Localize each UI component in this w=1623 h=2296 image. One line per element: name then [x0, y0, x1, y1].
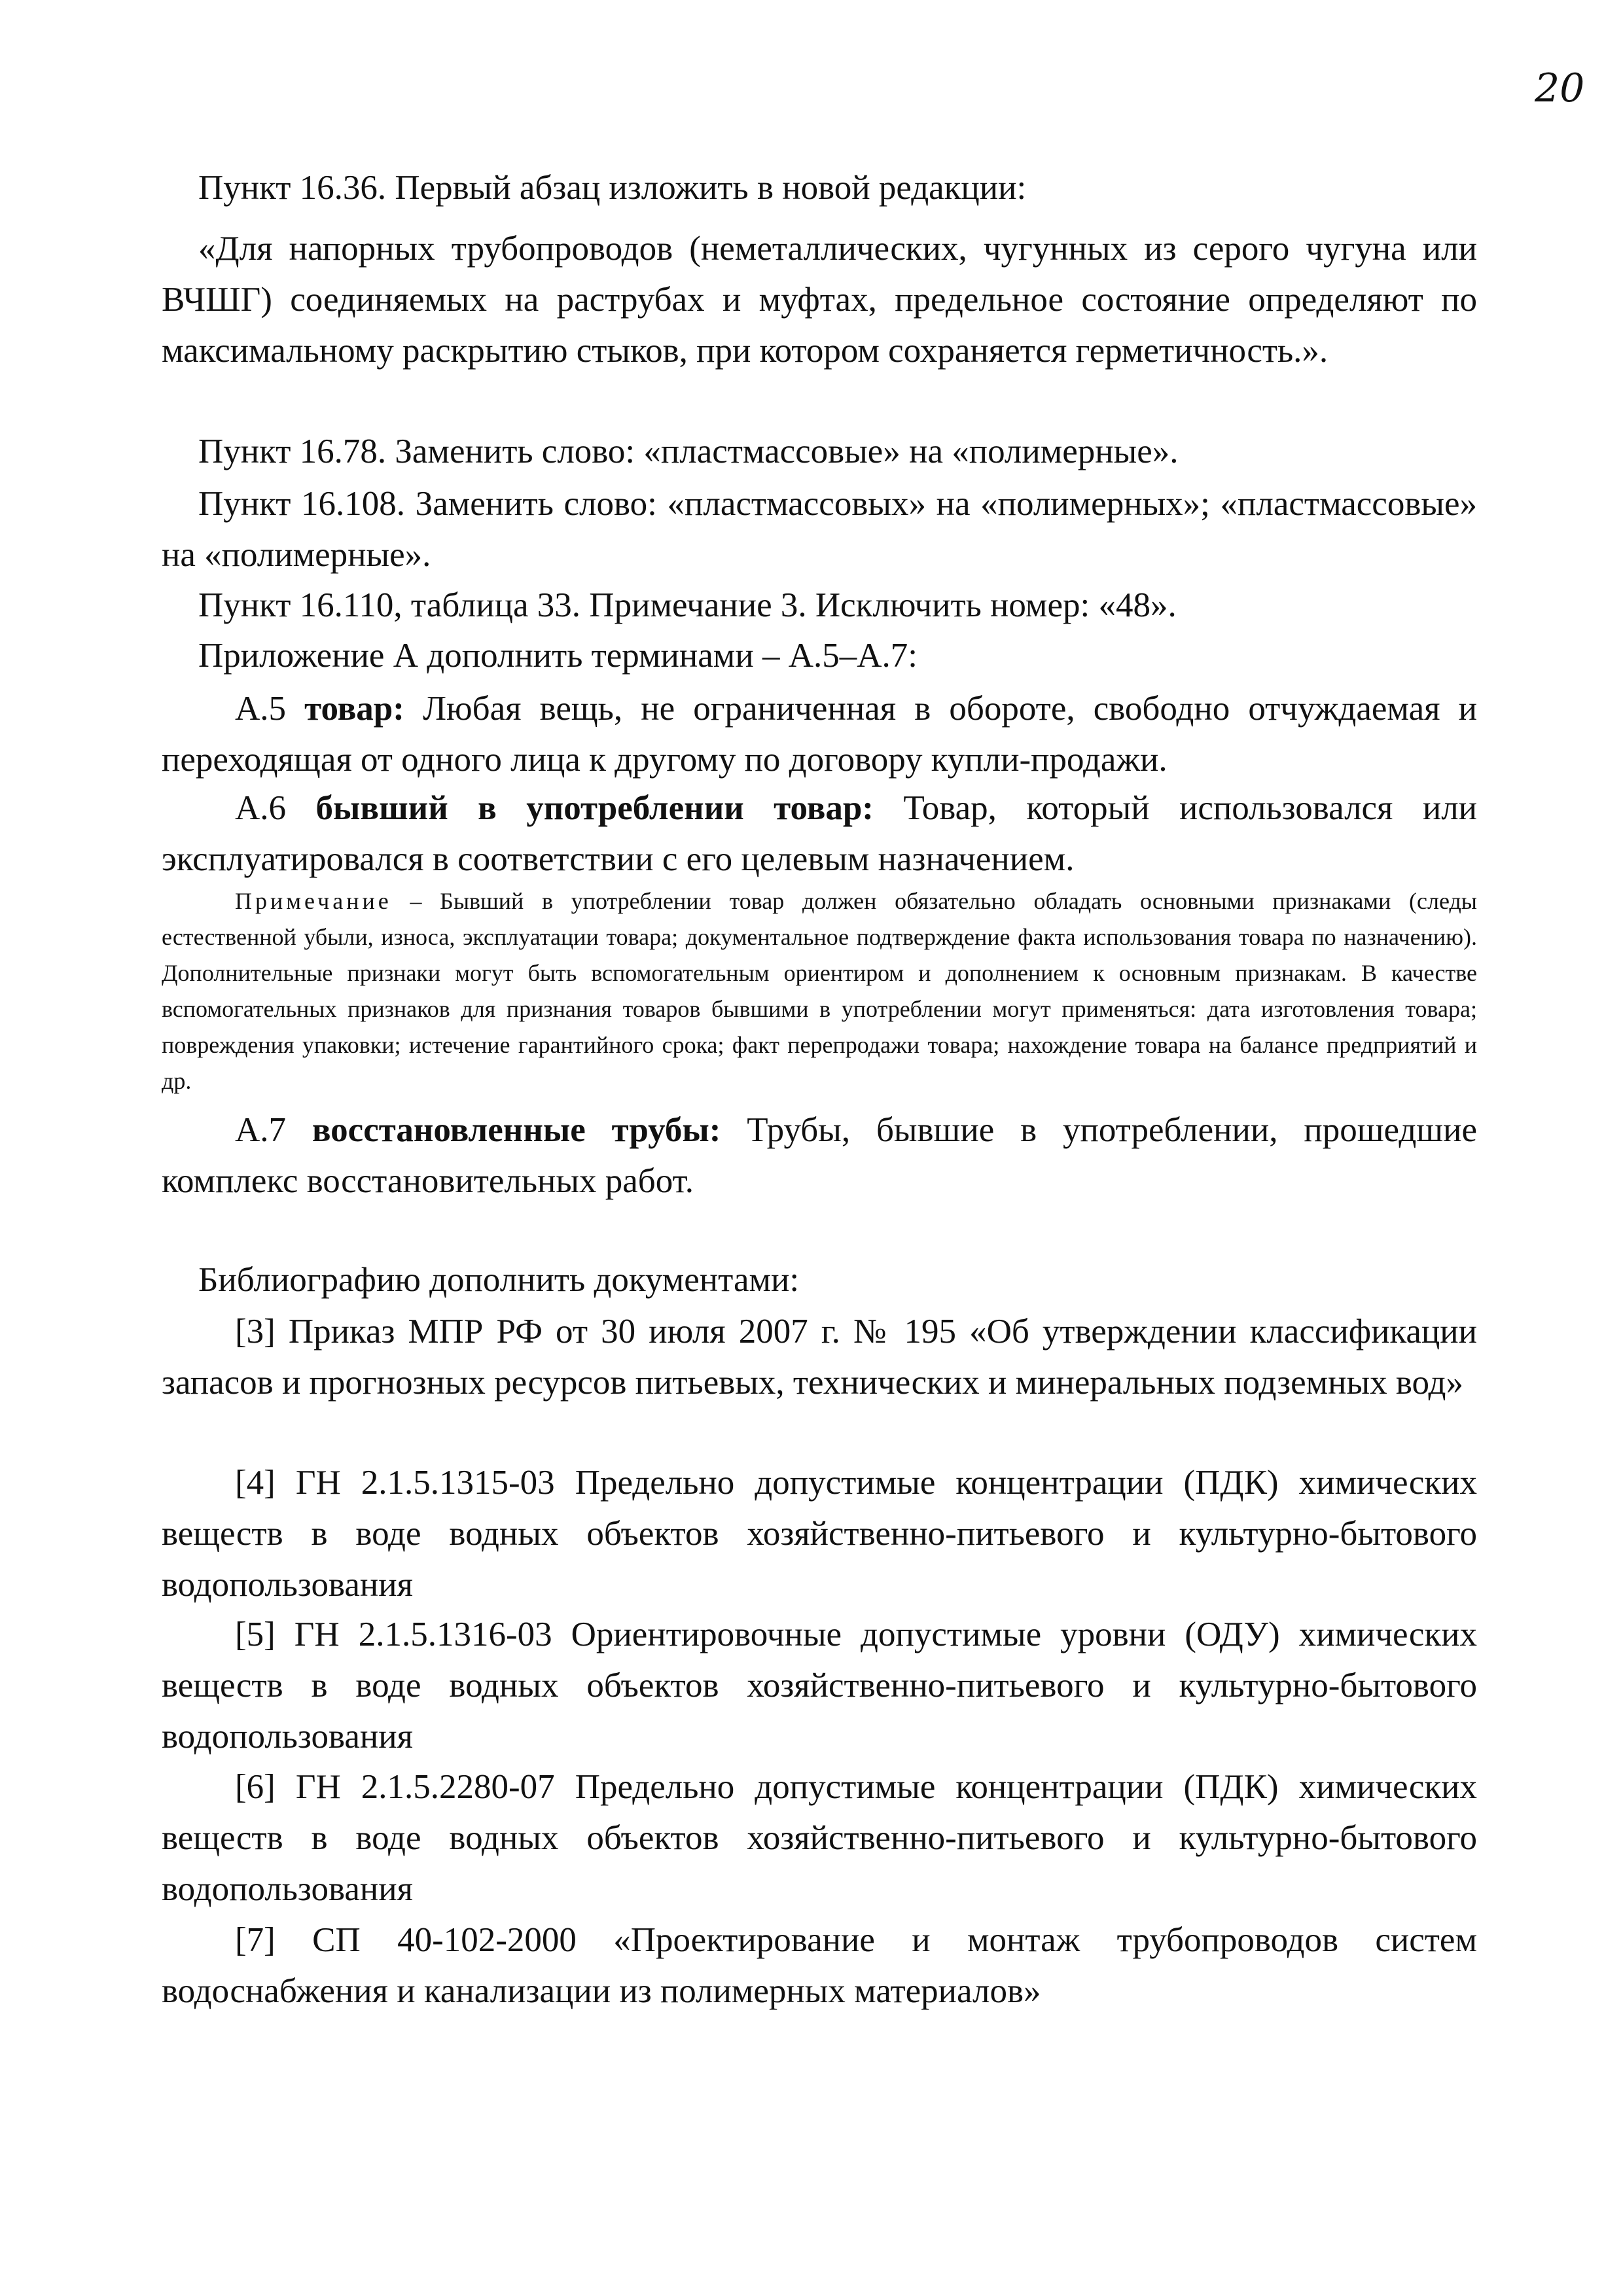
- term-a7: [162, 1104, 1477, 1207]
- term-definition: Трубы, бывшие в употреблении, прошедшие комплекс восстановительных работ.: [162, 1111, 1478, 1200]
- note-a6: [162, 883, 1477, 1099]
- term-name: восстановленные трубы:: [312, 1111, 721, 1149]
- reference-7: [7] СП 40-102-2000 «Проектирование и монтаж трубопроводов систем водоснабжения и канализации из полимерных материалов»: [162, 1921, 1477, 2010]
- reference-4: [4] ГН 2.1.5.1315-03 Предельно допустимые концентрации (ПДК) химических веществ в воде водных объектов хозяйственно-питьевого и культурно-бытового водопользования: [162, 1464, 1477, 1604]
- term-number: А.7: [235, 1111, 312, 1149]
- appendix-a-intro: Приложение А дополнить терминами – А.5–А.7:: [198, 637, 918, 675]
- handwritten-page-number: 20: [1535, 65, 1585, 111]
- term-name: товар:: [304, 690, 404, 728]
- clause-16-36-text: «Для напорных трубопроводов (неметаллических, чугунных из серого чугуна или ВЧШГ) соединяемых на раструбах и муфтах, предельное состояние определяют по максимальному раскрытию стыков, при котором сохраняется герметичность.».: [162, 230, 1477, 370]
- clause-16-36: Пункт 16.36. Первый абзац изложить в новой редакции:: [198, 169, 1027, 207]
- note-text: – Бывший в употреблении товар должен обязательно обладать основными признаками (следы естественной убыли, износа, эксплуатации товара; документальное подтверждение факта использования товара по назначению). Дополнительные признаки могут быть вспомогательным ориентиром и дополнением к основным признакам. В качестве вспомогательных признаков для признания товаров бывшими в употреблении могут применяться: дата изготовления товара; повреждения упаковки; истечение гарантийного срока; факт перепродажи товара; нахождение товара на балансе предприятий и др.: [162, 888, 1477, 1094]
- term-definition: Любая вещь, не ограниченная в обороте, свободно отчуждаемая и переходящая от одного лица к другому по договору купли-продажи.: [162, 690, 1477, 779]
- term-name: бывший в употреблении товар:: [315, 789, 874, 827]
- reference-6: [6] ГН 2.1.5.2280-07 Предельно допустимые концентрации (ПДК) химических веществ в воде водных объектов хозяйственно-питьевого и культурно-бытового водопользования: [162, 1768, 1477, 1908]
- term-number: А.5: [235, 690, 305, 728]
- clause-16-78: Пункт 16.78. Заменить слово: «пластмассовые» на «полимерные».: [198, 433, 1179, 470]
- term-a5: [162, 683, 1477, 785]
- clause-16-108: Пункт 16.108. Заменить слово: «пластмассовых» на «полимерных»; «пластмассовые» на «полимерные».: [162, 485, 1477, 574]
- clause-16-110: Пункт 16.110, таблица 33. Примечание 3. Исключить номер: «48».: [198, 586, 1177, 624]
- bibliography-intro: Библиографию дополнить документами:: [198, 1261, 800, 1299]
- reference-3: [3] Приказ МПР РФ от 30 июля 2007 г. № 195 «Об утверждении классификации запасов и прогнозных ресурсов питьевых, технических и минеральных подземных вод»: [162, 1313, 1477, 1402]
- reference-5: [5] ГН 2.1.5.1316-03 Ориентировочные допустимые уровни (ОДУ) химических веществ в воде водных объектов хозяйственно-питьевого и культурно-бытового водопользования: [162, 1616, 1477, 1756]
- term-a6: [162, 783, 1477, 885]
- term-number: А.6: [235, 789, 316, 827]
- term-definition: Товар, который использовался или эксплуатировался в соответствии с его целевым назначением.: [162, 789, 1478, 878]
- note-label: Примечание: [235, 888, 392, 914]
